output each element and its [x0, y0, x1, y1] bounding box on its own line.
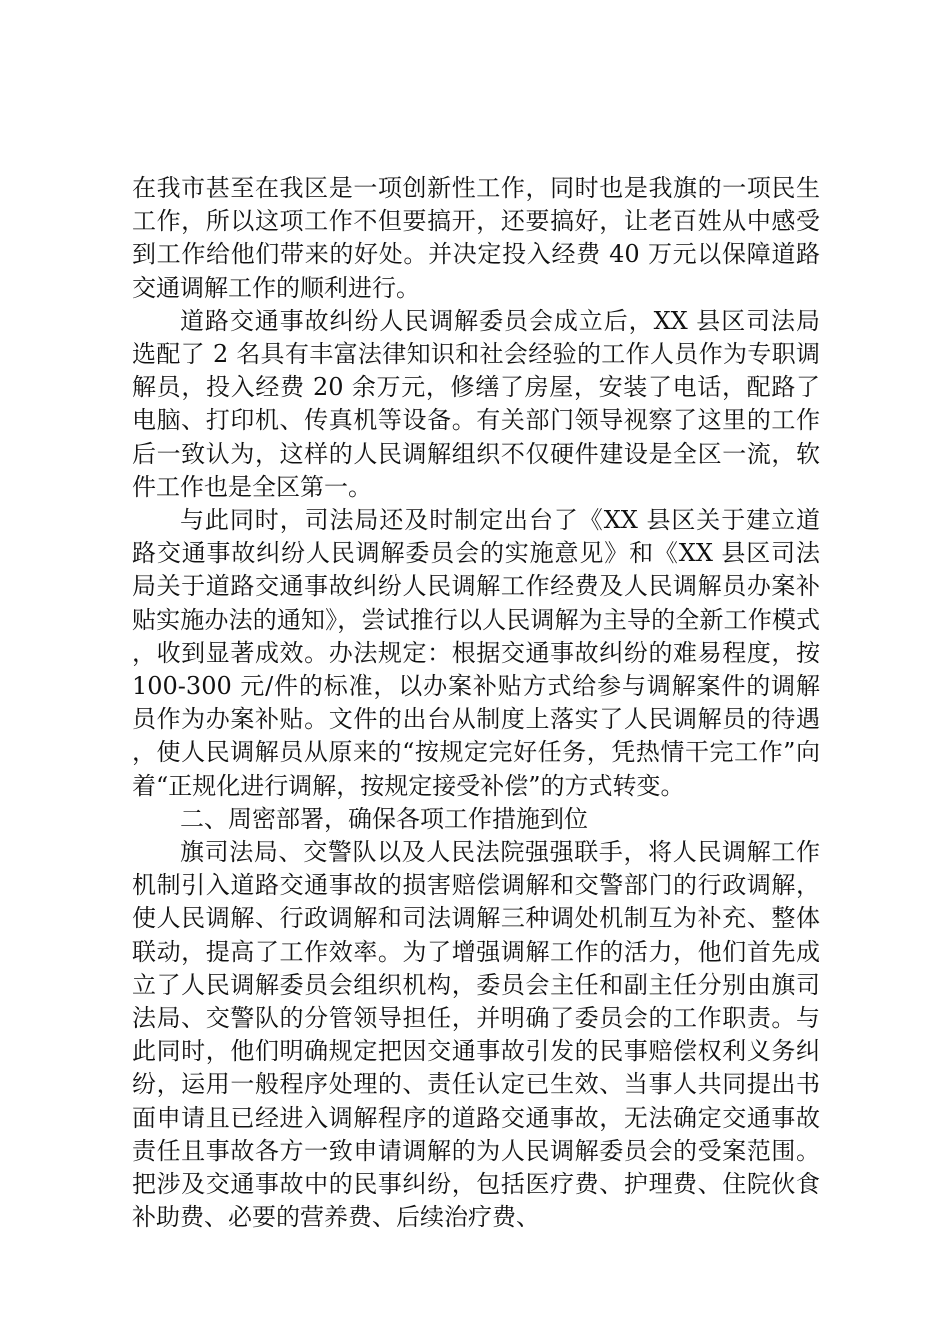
paragraph-joint-mechanism: 旗司法局、交警队以及人民法院强强联手，将人民调解工作机制引入道路交通事故的损害赔偿调解和交警部门的行政调解，使人民调解、行政调解和司法调解三种调处机制互为补充、整体联动，提高了工作效率。为了增强调解工作的活力，他们首先成立了人民调解委员会组织机构，委员会主任和副主任分别由旗司法局、交警队的分管领导担任，并明确了委员会的工作职责。与此同时，他们明确规定把因交通事故引发的民事赔偿权利义务纠纷，运用一般程序处理的、责任认定已生效、当事人共同提出书面申请且已经进入调解程序的道路交通事故，无法确定交通事故责任且事故各方一致申请调解的为人民调解委员会的受案范围。把涉及交通事故中的民事纠纷，包括医疗费、护理费、住院伙食补助费、必要的营养费、后续治疗费、	[132, 838, 820, 1232]
section-heading-deployment: 二、周密部署，确保各项工作措施到位	[180, 804, 588, 833]
paragraph-regulations: 与此同时，司法局还及时制定出台了《XX 县区关于建立道路交通事故纠纷人民调解委员会的实施意见》和《XX 县区司法局关于道路交通事故纠纷人民调解工作经费及人民调解员办案补贴实施办法的通知》，尝试推行以人民调解为主导的全新工作模式，收到显著成效。办法规定：根据交通事故纠纷的难易程度，按 100-300 元/件的标准，以办案补贴方式给参与调解案件的调解员作为办案补贴。文件的出台从制度上落实了人民调解员的待遇，使人民调解员从原来的“按规定完好任务，凭热情干完工作”向着“正规化进行调解，按规定接受补偿”的方式转变。	[132, 506, 820, 800]
document-page	[132, 172, 820, 1235]
paragraph-committee-setup: 道路交通事故纠纷人民调解委员会成立后，XX 县区司法局选配了 2 名具有丰富法律知识和社会经验的工作人员作为专职调解员，投入经费 20 余万元，修缮了房屋，安装了电话，配路了电脑、打印机、传真机等设备。有关部门领导视察了这里的工作后一致认为，这样的人民调解组织不仅硬件建设是全区一流，软件工作也是全区第一。	[132, 306, 820, 501]
paragraph-funding-intro: 在我市甚至在我区是一项创新性工作，同时也是我旗的一项民生工作，所以这项工作不但要搞开，还要搞好，让老百姓从中感受到工作给他们带来的好处。并决定投入经费 40 万元以保障道路交通调解工作的顺利进行。	[132, 174, 820, 302]
